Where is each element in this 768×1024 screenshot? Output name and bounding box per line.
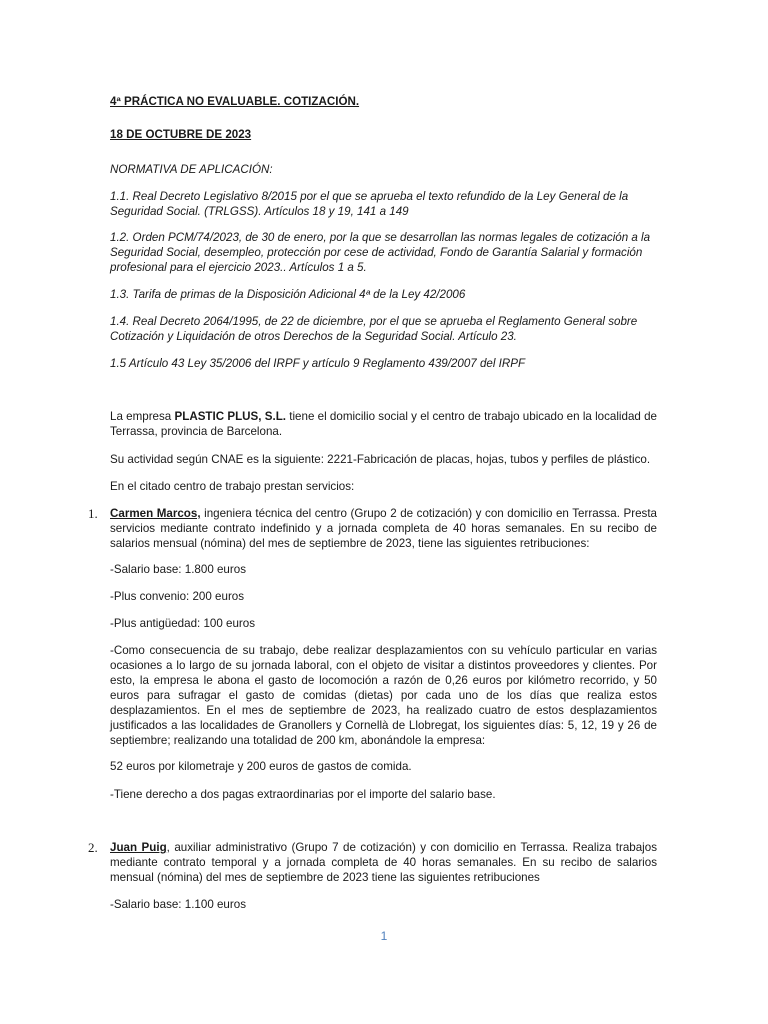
workers-intro: En el citado centro de trabajo prestan servicios: (110, 480, 355, 493)
worker-description: Juan Puig, auxiliar administrativo (Grupo 7 de cotización) y con domicilio en Terrassa. Realiza trabajos mediante contrato temporal y a jornada completa de 40 horas semanales. En su recibo de salarios mensual (nómina) del mes de septiembre de 2023 tiene las siguientes retribuciones (110, 841, 657, 884)
worker-number: 1. (88, 506, 98, 521)
worker-line: -Salario base: 1.800 euros (110, 563, 246, 576)
normativa-item: 1.3. Tarifa de primas de la Disposición Adicional 4ª de la Ley 42/2006 (110, 288, 466, 301)
worker-line: -Tiene derecho a dos pagas extraordinarias por el importe del salario base. (110, 788, 496, 801)
normativa-heading: NORMATIVA DE APLICACIÓN: (110, 163, 273, 176)
worker-line: -Plus antigüedad: 100 euros (110, 617, 256, 630)
normativa-item: 1.1. Real Decreto Legislativo 8/2015 por el que se aprueba el texto refundido de la Ley General de la Seguridad Social. (TRLGSS). Artículos 18 y 19, 141 a 149 (110, 190, 629, 218)
company-activity: Su actividad según CNAE es la siguiente: 2221-Fabricación de placas, hojas, tubos y perfiles de plástico. (110, 453, 651, 466)
document-title: 4ª PRÁCTICA NO EVALUABLE. COTIZACIÓN. (110, 95, 360, 108)
worker-line: -Como consecuencia de su trabajo, debe realizar desplazamientos con su vehículo particular en varias ocasiones a lo largo de su jornada laboral, con el objeto de visitar a distintos proveedores y clientes. Por esto, la empresa le abona el gasto de locomoción a razón de 0,26 euros por kilómetro recorrido, y 50 euros para sufragar el gasto de comidas (dietas) por cada uno de los días que realiza estos desplazamientos. En el mes de septiembre de 2023, ha realizado cuatro de estos desplazamientos justificados a las localidades de Granollers y Cornellà de Llobregat, los siguientes días: 5, 12, 19 y 26 de septiembre; realizando una totalidad de 200 km, abonándole la empresa: (110, 644, 657, 747)
company-name: PLASTIC PLUS, S.L. (174, 410, 287, 423)
page-number: 1 (380, 929, 388, 943)
worker-description: Carmen Marcos, ingeniera técnica del centro (Grupo 2 de cotización) y con domicilio en Terrassa. Presta servicios mediante contrato indefinido y a jornada completa de 40 horas semanales. En su recibo de salarios mensual (nómina) del mes de septiembre de 2023, tiene las siguientes retribuciones: (110, 507, 657, 550)
document-date: 18 DE OCTUBRE DE 2023 (110, 128, 252, 141)
worker-line: 52 euros por kilometraje y 200 euros de gastos de comida. (110, 760, 412, 773)
worker-name: Juan Puig (110, 841, 167, 854)
worker-name: Carmen Marcos, (110, 507, 201, 520)
worker-line: -Salario base: 1.100 euros (110, 898, 246, 911)
normativa-item: 1.5 Artículo 43 Ley 35/2006 del IRPF y artículo 9 Reglamento 439/2007 del IRPF (110, 357, 526, 370)
normativa-item: 1.4. Real Decreto 2064/1995, de 22 de diciembre, por el que se aprueba el Reglamento General sobre Cotización y Liquidación de otros Derechos de la Seguridad Social. Artículo 23. (110, 315, 638, 343)
normativa-item: 1.2. Orden PCM/74/2023, de 30 de enero, por la que se desarrollan las normas legales de cotización a la Seguridad Social, desempleo, protección por cese de actividad, Fondo de Garantía Salarial y formación profesional para el ejercicio 2023.. Artículos 1 a 5. (110, 231, 651, 274)
worker-line: -Plus convenio: 200 euros (110, 590, 245, 603)
worker-number: 2. (88, 840, 98, 855)
company-intro: La empresa PLASTIC PLUS, S.L. tiene el domicilio social y el centro de trabajo ubicado en la localidad de Terrassa, provincia de Barcelona. (110, 410, 657, 438)
